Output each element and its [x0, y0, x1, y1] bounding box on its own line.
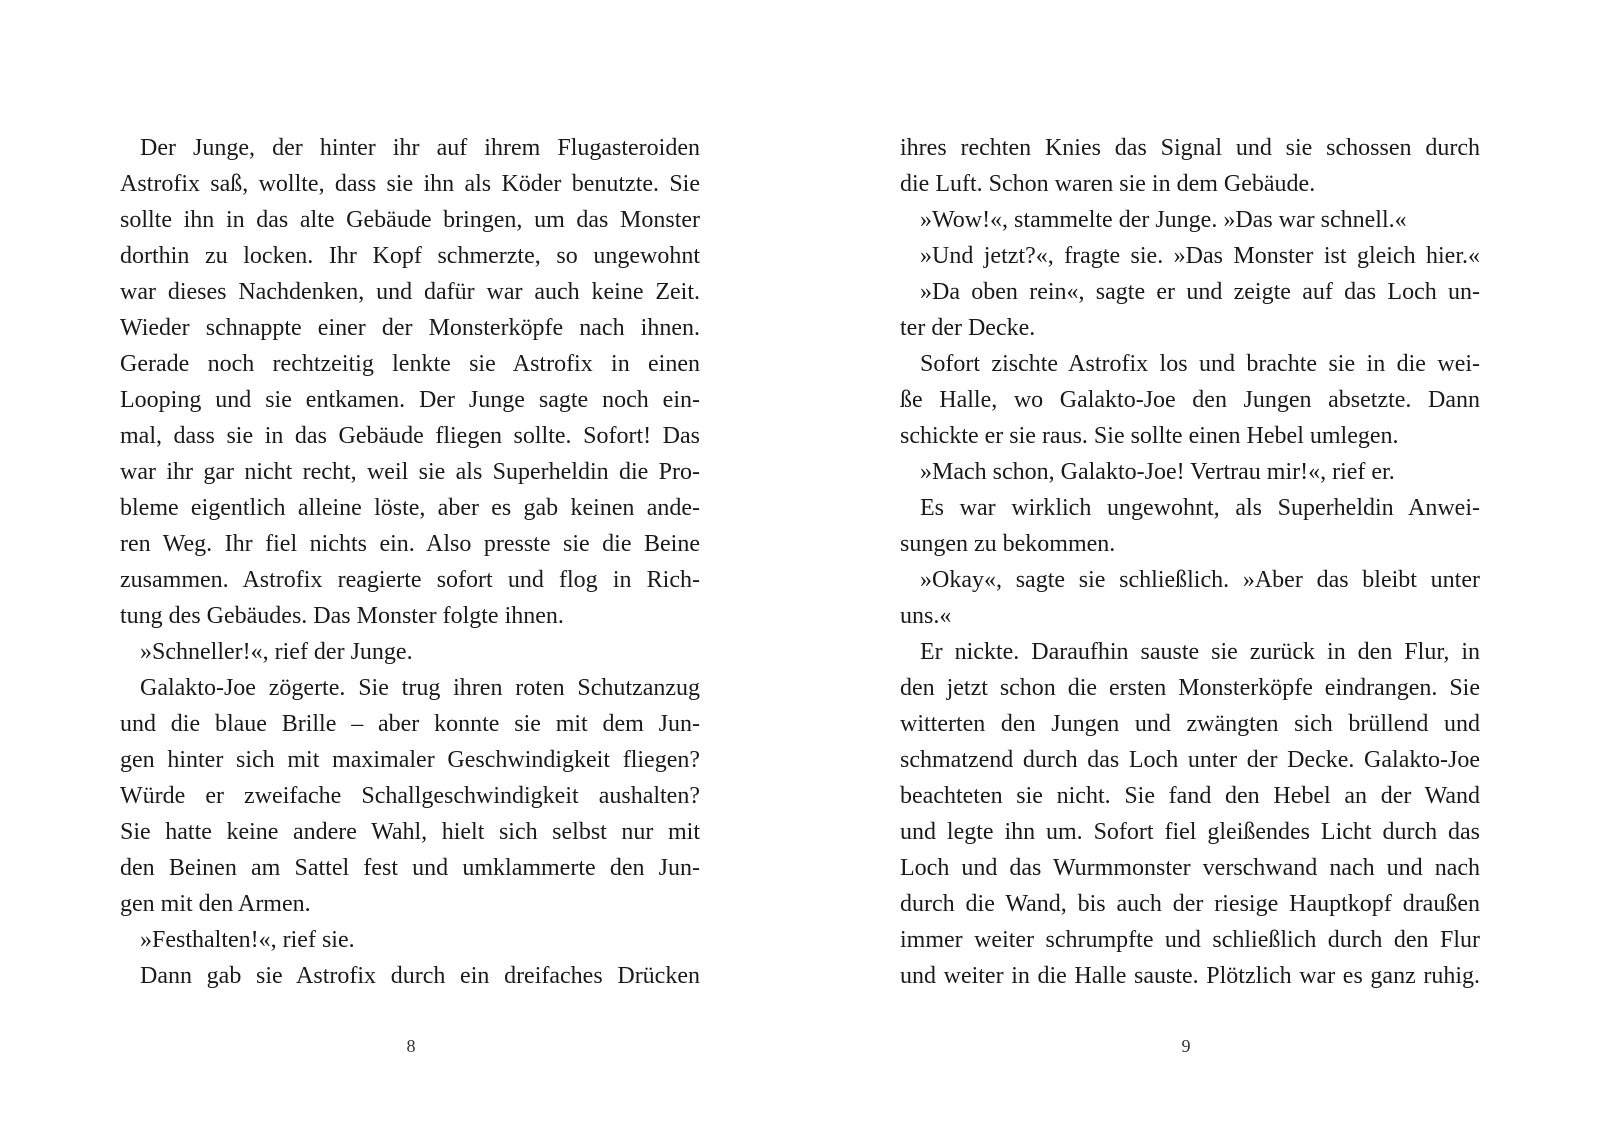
text-line: »Wow!«, stammelte der Junge. »Das war schnell.«: [920, 207, 1407, 233]
text-line: die Luft. Schon waren sie in dem Gebäude.: [900, 171, 1316, 197]
text-line: den jetzt schon die ersten Monsterköpfe eindrangen. Sie: [900, 675, 1480, 701]
text-line: Es war wirklich ungewohnt, als Superheldin Anwei-: [920, 495, 1480, 521]
text-line: »Schneller!«, rief der Junge.: [140, 639, 413, 665]
text-line: den Beinen am Sattel fest und umklammerte den Jun-: [120, 855, 700, 881]
text-line: Sie hatte keine andere Wahl, hielt sich selbst nur mit: [120, 819, 700, 845]
text-line: ihres rechten Knies das Signal und sie schossen durch: [900, 135, 1480, 161]
text-line: Galakto-Joe zögerte. Sie trug ihren roten Schutzanzug: [140, 675, 700, 701]
text-line: Der Junge, der hinter ihr auf ihrem Flugasteroiden: [140, 135, 700, 161]
text-line: Würde er zweifache Schallgeschwindigkeit aushalten?: [120, 783, 700, 809]
text-line: Gerade noch rechtzeitig lenkte sie Astrofix in einen: [120, 351, 700, 377]
text-line: Er nickte. Daraufhin sauste sie zurück in den Flur, in: [920, 639, 1480, 665]
text-line: ren Weg. Ihr fiel nichts ein. Also presste sie die Beine: [120, 531, 700, 557]
text-line: zusammen. Astrofix reagierte sofort und flog in Rich-: [120, 567, 700, 593]
text-line: durch die Wand, bis auch der riesige Hauptkopf draußen: [900, 891, 1480, 917]
text-line: »Festhalten!«, rief sie.: [140, 927, 355, 953]
text-line: »Und jetzt?«, fragte sie. »Das Monster ist gleich hier.«: [920, 243, 1480, 269]
text-line: Looping und sie entkamen. Der Junge sagte noch ein-: [120, 387, 700, 413]
text-line: schickte er sie raus. Sie sollte einen Hebel umlegen.: [900, 423, 1399, 449]
text-line: war ihr gar nicht recht, weil sie als Superheldin die Pro-: [120, 459, 700, 485]
text-line: Astrofix saß, wollte, dass sie ihn als Köder benutzte. Sie: [120, 171, 700, 197]
text-line: »Mach schon, Galakto-Joe! Vertrau mir!«, rief er.: [920, 459, 1395, 485]
text-line: schmatzend durch das Loch unter der Decke. Galakto-Joe: [900, 747, 1480, 773]
text-line: dorthin zu locken. Ihr Kopf schmerzte, so ungewohnt: [120, 243, 700, 269]
text-line: und weiter in die Halle sauste. Plötzlich war es ganz ruhig.: [900, 963, 1480, 989]
text-line: beachteten sie nicht. Sie fand den Hebel an der Wand: [900, 783, 1480, 809]
right-page-number: 9: [1181, 1036, 1191, 1056]
text-line: Sofort zischte Astrofix los und brachte sie in die wei-: [920, 351, 1480, 377]
left-page-text: [120, 130, 700, 994]
text-line: uns.«: [900, 603, 952, 629]
text-line: und die blaue Brille – aber konnte sie mit dem Jun-: [120, 711, 700, 737]
text-line: bleme eigentlich alleine löste, aber es gab keinen ande-: [120, 495, 700, 521]
left-page-number: 8: [406, 1036, 416, 1056]
text-line: war dieses Nachdenken, und dafür war auch keine Zeit.: [120, 279, 700, 305]
right-page-text: [900, 130, 1480, 994]
text-line: und legte ihn um. Sofort fiel gleißendes Licht durch das: [900, 819, 1480, 845]
text-line: Wieder schnappte einer der Monsterköpfe nach ihnen.: [120, 315, 700, 341]
text-line: gen mit den Armen.: [120, 891, 311, 917]
right-page: [800, 0, 1600, 1131]
text-line: sollte ihn in das alte Gebäude bringen, um das Monster: [120, 207, 700, 233]
text-line: Loch und das Wurmmonster verschwand nach und nach: [900, 855, 1480, 881]
text-line: »Okay«, sagte sie schließlich. »Aber das bleibt unter: [920, 567, 1480, 593]
text-line: gen hinter sich mit maximaler Geschwindigkeit fliegen?: [120, 747, 700, 773]
text-line: mal, dass sie in das Gebäude fliegen sollte. Sofort! Das: [120, 423, 700, 449]
text-line: tung des Gebäudes. Das Monster folgte ihnen.: [120, 603, 564, 629]
text-line: immer weiter schrumpfte und schließlich durch den Flur: [900, 927, 1480, 953]
text-line: sungen zu bekommen.: [900, 531, 1116, 557]
text-line: witterten den Jungen und zwängten sich brüllend und: [900, 711, 1480, 737]
text-line: ter der Decke.: [900, 315, 1036, 341]
text-line: »Da oben rein«, sagte er und zeigte auf das Loch un-: [920, 279, 1480, 305]
text-line: Dann gab sie Astrofix durch ein dreifaches Drücken: [140, 963, 700, 989]
text-line: ße Halle, wo Galakto-Joe den Jungen absetzte. Dann: [900, 387, 1480, 413]
